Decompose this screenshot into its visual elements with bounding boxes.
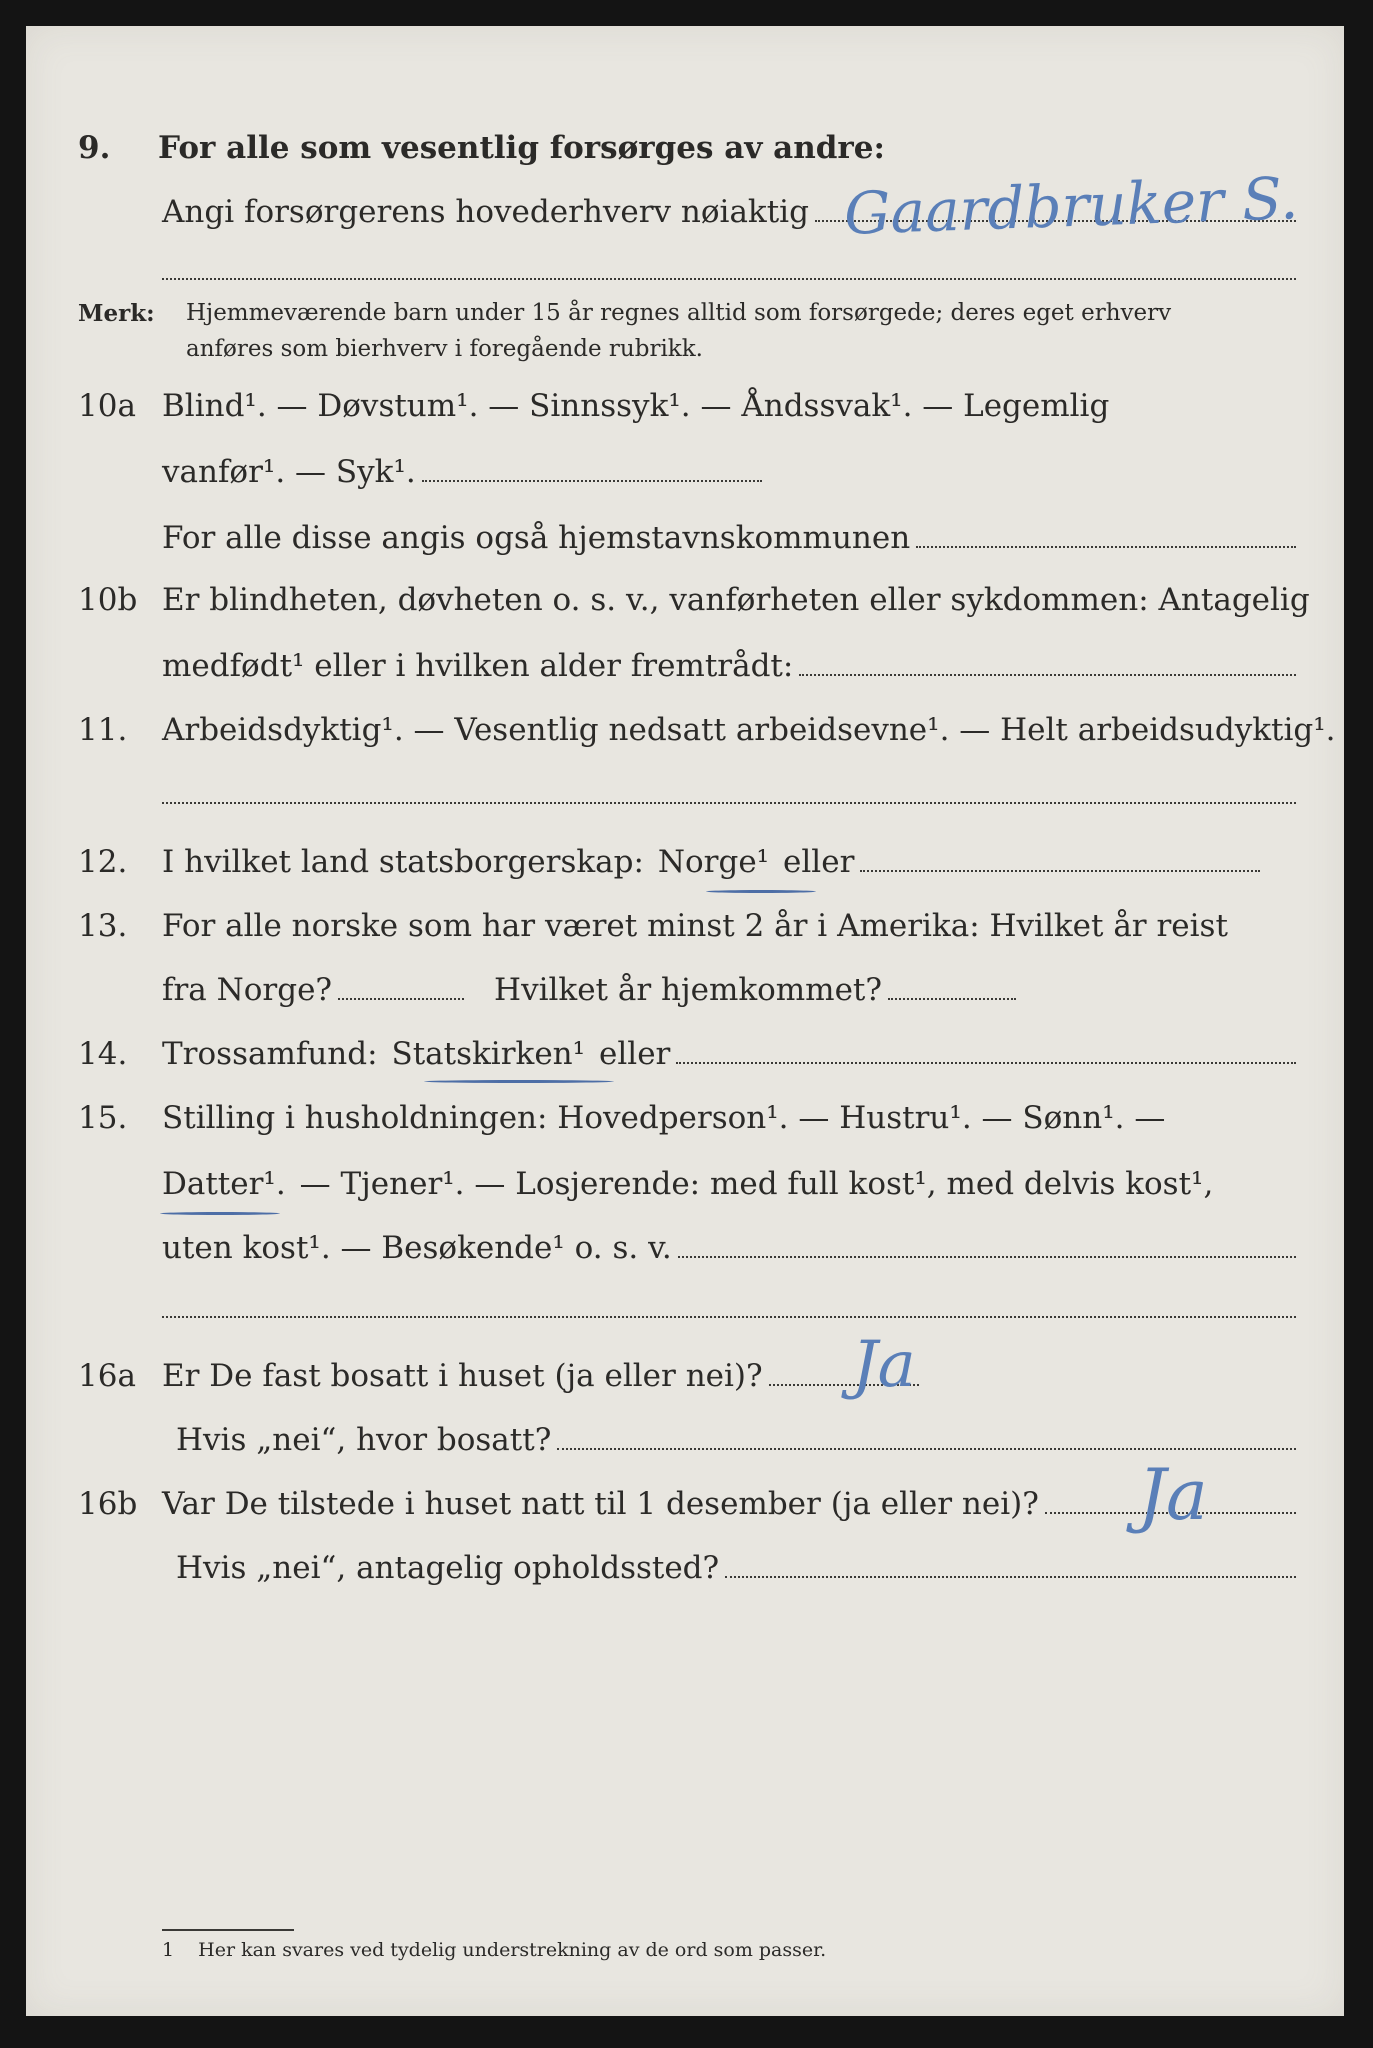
q14-prefix: Trossamfund:	[162, 1036, 378, 1072]
q12-choice-norge[interactable]: Norge¹	[657, 844, 770, 880]
q10b-field[interactable]	[799, 674, 1296, 676]
q9-handwritten-answer: Gaardbruker S.	[842, 164, 1300, 248]
q16b-row-2	[26, 1550, 1344, 1600]
q16a-line-2: Hvis „nei“, hvor bosatt?	[176, 1422, 552, 1458]
q16b-number: 16b	[78, 1486, 138, 1522]
q9-number: 9.	[78, 130, 111, 166]
q16a-number: 16a	[78, 1358, 136, 1394]
q12-number: 12.	[78, 844, 128, 880]
q10a-kommune-field[interactable]	[916, 546, 1296, 548]
q16a-bosatt-field[interactable]	[557, 1448, 1296, 1450]
q16a-row-1	[26, 1358, 1344, 1408]
footnote-number: 1	[162, 1939, 175, 1961]
q15-field[interactable]	[678, 1256, 1296, 1258]
q9-extra-line[interactable]	[162, 278, 1296, 280]
q10b-line-1: Er blindheten, døvheten o. s. v., vanførheten eller sykdommen: Antagelig	[162, 582, 1310, 618]
q11-line-1: Arbeidsdyktig¹. — Vesentlig nedsatt arbeidsevne¹. — Helt arbeidsudyktig¹.	[162, 712, 1336, 748]
q13-row-2	[26, 972, 1344, 1022]
q16b-line-2: Hvis „nei“, antagelig opholdssted?	[176, 1550, 720, 1586]
q16b-handwritten-answer: Ja	[1138, 1454, 1208, 1536]
q16a-handwritten-answer: Ja	[852, 1328, 916, 1402]
q11-field[interactable]	[162, 802, 1296, 804]
merk-row-2	[26, 336, 1344, 386]
q15-choice-datter[interactable]: Datter¹.	[162, 1166, 286, 1202]
q12-suffix: eller	[783, 844, 855, 880]
q14-underline-mark	[424, 1080, 614, 1083]
q15-line-3: uten kost¹. — Besøkende¹ o. s. v.	[162, 1230, 672, 1266]
q10a-line-1: Blind¹. — Døvstum¹. — Sinnssyk¹. — Åndssvak¹. — Legemlig	[162, 388, 1110, 424]
q15-line-2b: — Tjener¹. — Losjerende: med full kost¹, med delvis kost¹,	[299, 1166, 1214, 1202]
q10a-line-2: vanfør¹. — Syk¹.	[162, 454, 416, 490]
q13-line-1: For alle norske som har været minst 2 år i Amerika: Hvilket år reist	[162, 908, 1228, 944]
q15-line-1: Stilling i husholdningen: Hovedperson¹. — Hustru¹. — Sønn¹. —	[162, 1100, 1166, 1136]
q11-row	[26, 712, 1344, 762]
q13-reist-field[interactable]	[338, 998, 464, 1000]
q15-row-3	[26, 1230, 1344, 1280]
q13-hjemkommet-field[interactable]	[888, 998, 1016, 1000]
merk-line-2: anføres som bierhverv i foregående rubrikk.	[186, 336, 703, 362]
q15-underline-mark	[160, 1212, 280, 1215]
q12-field[interactable]	[860, 870, 1260, 872]
q12-prefix: I hvilket land statsborgerskap:	[162, 844, 644, 880]
q15-row-2	[26, 1166, 1344, 1216]
q14-number: 14.	[78, 1036, 128, 1072]
q15-number: 15.	[78, 1100, 128, 1136]
q14-choice-statskirken[interactable]: Statskirken¹	[391, 1036, 586, 1072]
footnote-rule	[162, 1929, 294, 1931]
q13-line-2a: fra Norge?	[162, 972, 333, 1008]
q10a-row-1	[26, 388, 1344, 438]
q9-title: For alle som vesentlig forsørges av andre:	[158, 130, 885, 166]
footnote	[162, 1939, 826, 1961]
q14-row	[26, 1036, 1344, 1086]
q10a-row-2	[26, 454, 1344, 504]
q10b-row-1	[26, 582, 1344, 632]
q10a-number: 10a	[78, 388, 136, 424]
q11-number: 11.	[78, 712, 128, 748]
census-form-page	[26, 26, 1344, 2016]
q12-underline-mark	[706, 890, 816, 893]
q13-number: 13.	[78, 908, 128, 944]
q10a-row-3	[26, 520, 1344, 570]
q10a-line-3: For alle disse angis også hjemstavnskommunen	[162, 520, 911, 556]
q10b-row-2	[26, 648, 1344, 698]
q10b-line-2: medfødt¹ eller i hvilken alder fremtrådt:	[162, 648, 794, 684]
q9-line: Angi forsørgerens hovederhverv nøiaktig	[162, 194, 809, 230]
q13-row-1	[26, 908, 1344, 958]
q16b-line-1: Var De tilstede i huset natt til 1 desember (ja eller nei)?	[162, 1486, 1039, 1522]
merk-label: Merk:	[78, 300, 155, 327]
q12-row	[26, 844, 1344, 894]
q15-extra-line[interactable]	[162, 1316, 1296, 1318]
q10a-syk-field[interactable]	[422, 480, 762, 482]
q15-row-1	[26, 1100, 1344, 1150]
q10b-number: 10b	[78, 582, 138, 618]
q16a-line-1: Er De fast bosatt i huset (ja eller nei)?	[162, 1358, 763, 1394]
q13-line-2b: Hvilket år hjemkommet?	[494, 972, 883, 1008]
q16b-opholdssted-field[interactable]	[725, 1576, 1296, 1578]
merk-line-1: Hjemmeværende barn under 15 år regnes alltid som forsørgede; deres eget erhverv	[186, 300, 1172, 326]
footnote-text: Her kan svares ved tydelig understrekning av de ord som passer.	[198, 1939, 827, 1961]
q14-suffix: eller	[599, 1036, 671, 1072]
q14-field[interactable]	[676, 1062, 1296, 1064]
